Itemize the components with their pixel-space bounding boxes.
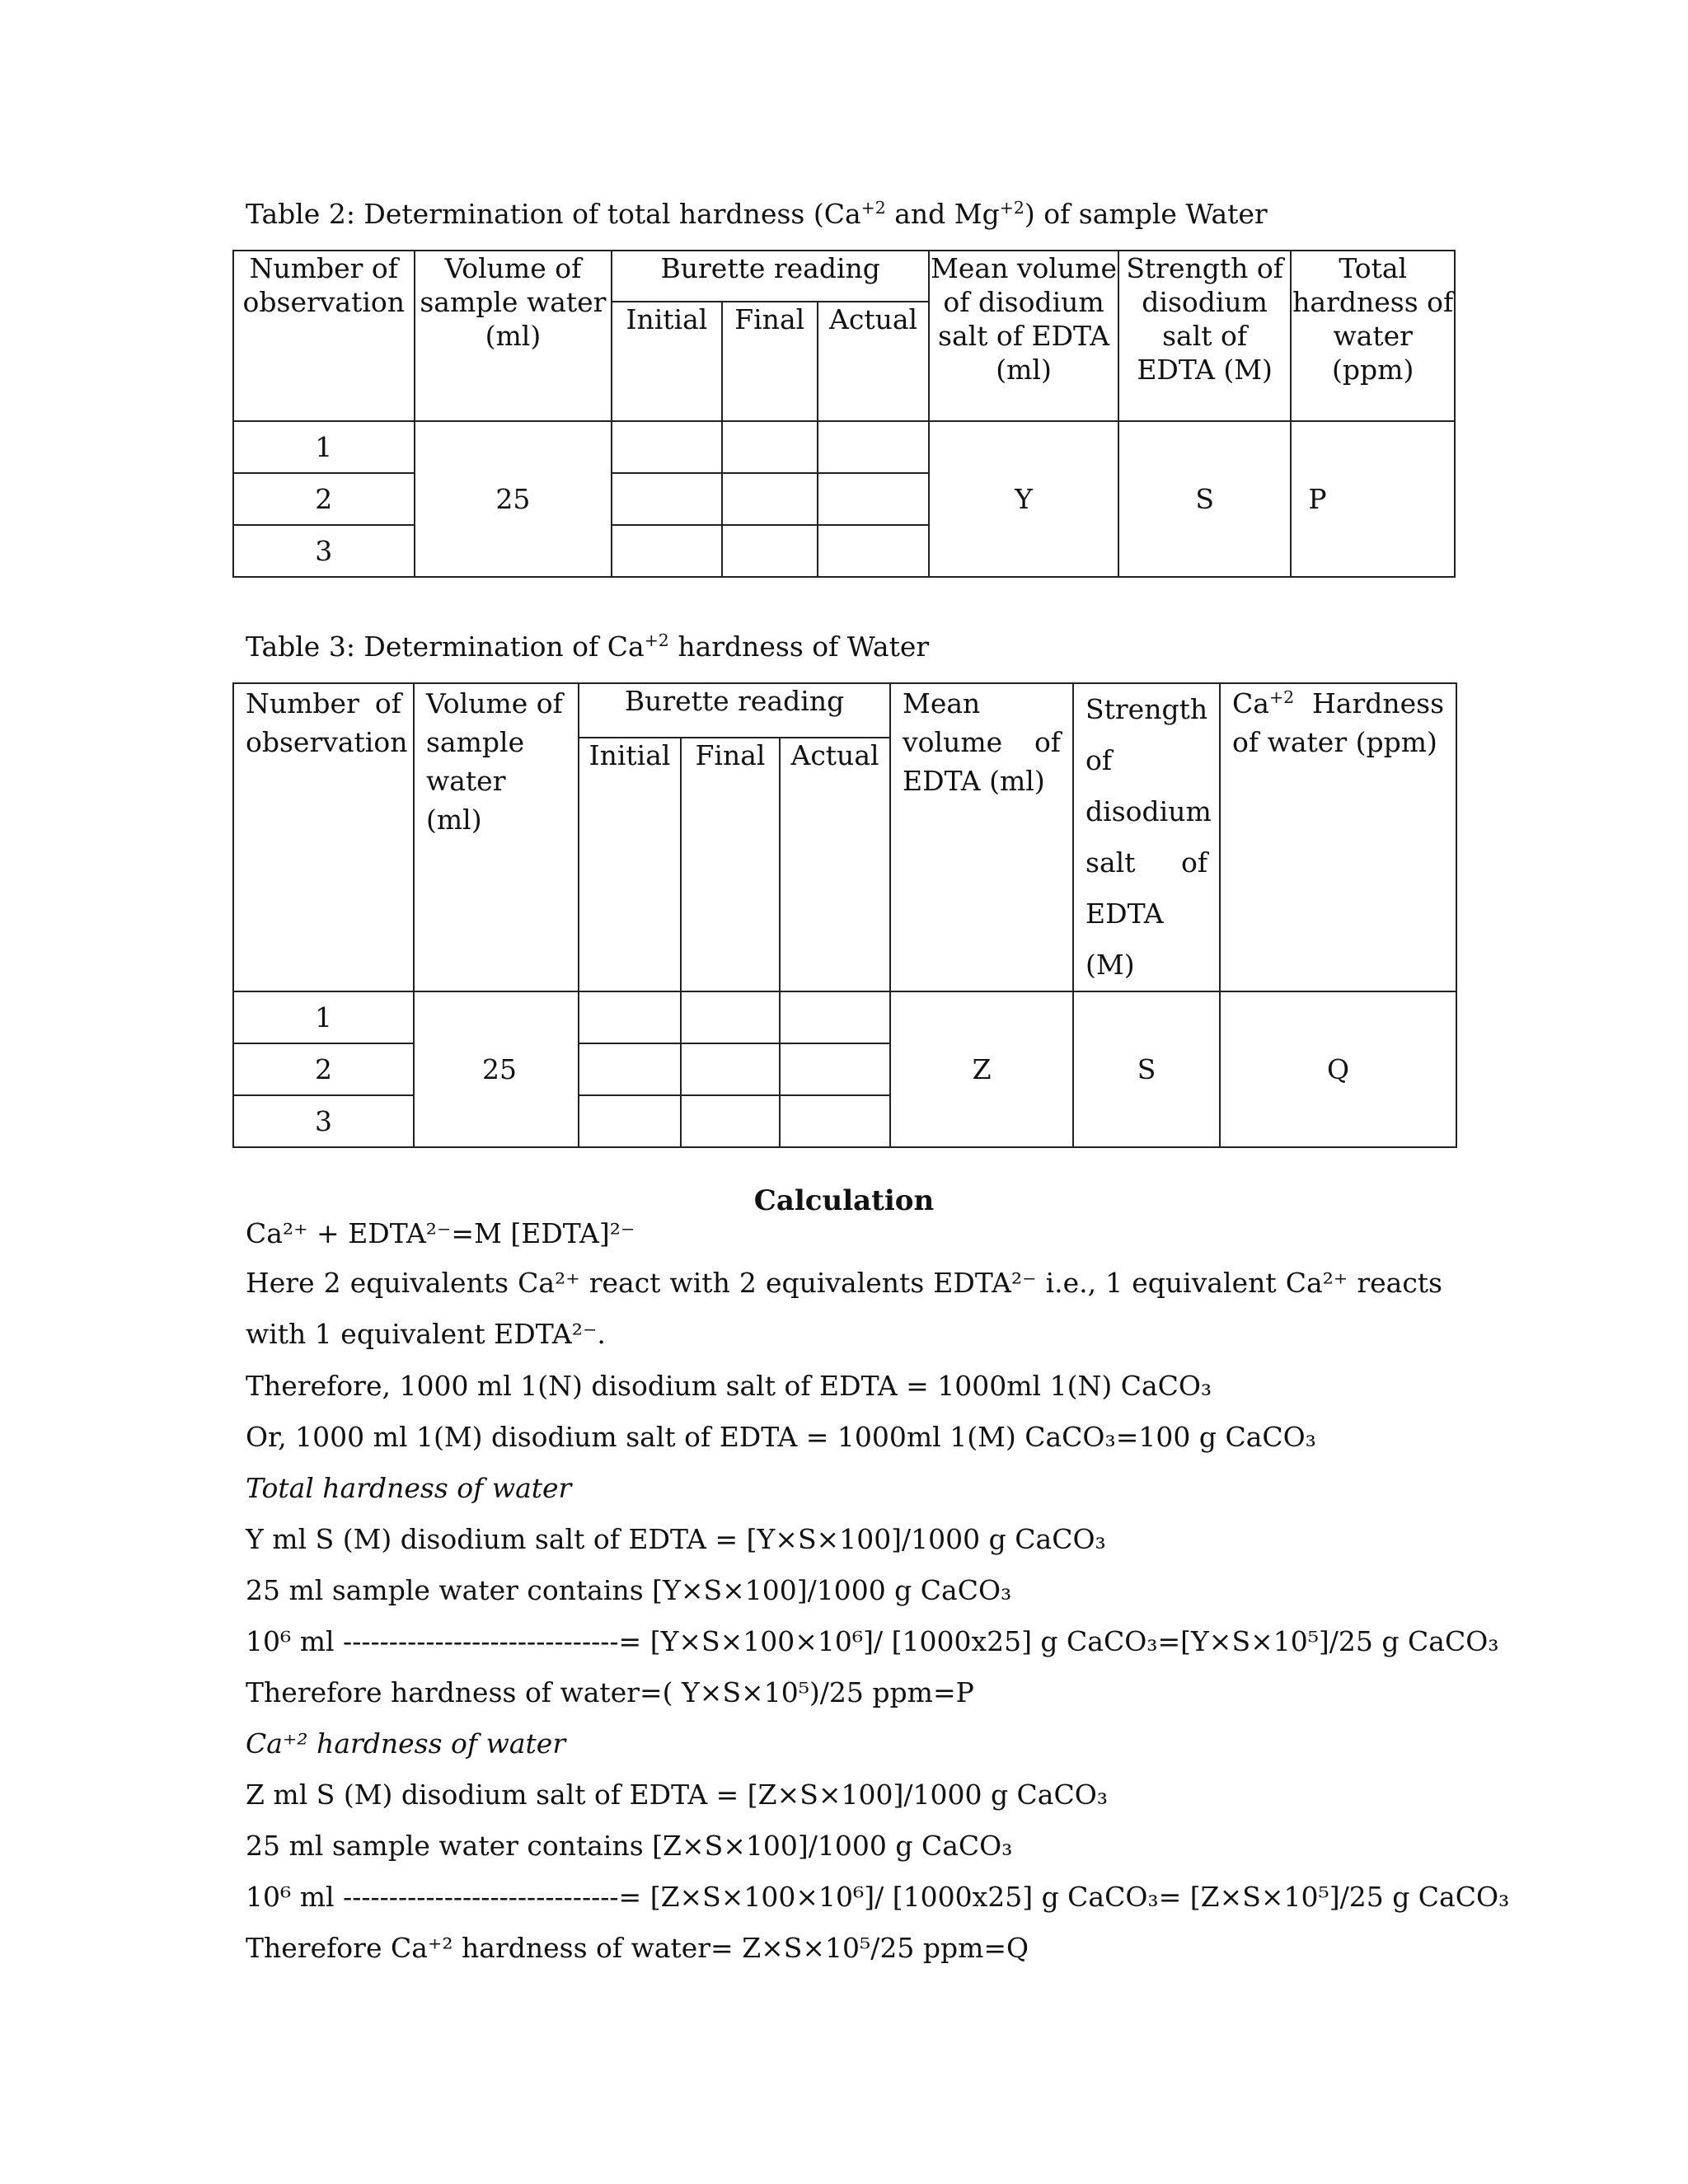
header-mean-volume: Mean volume of disodium salt of EDTA (ml) xyxy=(929,251,1118,421)
calculation-title: Calculation xyxy=(753,1184,935,1217)
final-cell xyxy=(681,1095,780,1147)
total-calc-line-3: 10⁶ ml ------------------------------= [Y×S×100×10⁶]/ [1000x25] g CaCO₃=[Y×S×10⁵]/25 g CaCO₃ xyxy=(246,1625,1499,1657)
header-volume-of-sample: Volume of sample water (ml) xyxy=(415,251,612,421)
header-mean-volume: Mean volume of EDTA (ml) xyxy=(890,683,1073,991)
observation-number: 3 xyxy=(233,1095,414,1147)
header-actual: Actual xyxy=(780,738,890,991)
total-calc-line-2: 25 ml sample water contains [Y×S×100]/1000 g CaCO₃ xyxy=(246,1574,1012,1606)
calcium-hardness-table xyxy=(232,682,1457,1148)
header-number-of-observation: Number of observation xyxy=(233,683,414,991)
ca-calc-line-1: Z ml S (M) disodium salt of EDTA = [Z×S×100]/1000 g CaCO₃ xyxy=(246,1779,1109,1811)
observation-number: 3 xyxy=(233,525,415,577)
total-calc-result: Therefore hardness of water=( Y×S×10⁵)/25 ppm=P xyxy=(246,1676,974,1708)
total-hardness-table xyxy=(232,250,1456,578)
header-strength: Strength of disodium salt of EDTA (M) xyxy=(1118,251,1292,421)
actual-cell xyxy=(780,1043,890,1095)
final-cell xyxy=(681,991,780,1043)
strength-value: S xyxy=(1073,991,1220,1147)
actual-cell xyxy=(780,1095,890,1147)
mean-volume-value: Z xyxy=(890,991,1073,1147)
header-total-hardness: Total hardness of water (ppm) xyxy=(1291,251,1455,421)
actual-cell xyxy=(818,473,929,525)
final-cell xyxy=(681,1043,780,1095)
or-line: Or, 1000 ml 1(M) disodium salt of EDTA = 1000ml 1(M) CaCO₃=100 g CaCO₃ xyxy=(246,1421,1316,1453)
final-cell xyxy=(722,525,818,577)
initial-cell xyxy=(579,1095,681,1147)
observation-number: 2 xyxy=(233,1043,414,1095)
ca-hardness-value: Q xyxy=(1220,991,1456,1147)
ca-calc-result: Therefore Ca⁺² hardness of water= Z×S×10⁵/25 ppm=Q xyxy=(246,1932,1029,1964)
header-number-of-observation: Number of observation xyxy=(233,251,415,421)
header-volume-of-sample: Volume of sample water (ml) xyxy=(414,683,579,991)
sample-volume: 25 xyxy=(415,421,612,577)
initial-cell xyxy=(612,473,721,525)
initial-cell xyxy=(579,991,681,1043)
mean-volume-value: Y xyxy=(929,421,1118,577)
total-hardness-value: P xyxy=(1291,421,1455,577)
header-final: Final xyxy=(681,738,780,991)
header-actual: Actual xyxy=(818,302,929,421)
table2-caption: Table 2: Determination of total hardness ($Ca^{+2}$ and $Mg^{+2}$) of sample Water xyxy=(246,198,1268,230)
initial-cell xyxy=(612,421,721,473)
header-final: Final xyxy=(722,302,818,421)
equivalents-paragraph: Here 2 equivalents Ca²⁺ react with 2 equivalents EDTA²⁻ i.e., 1 equivalent Ca²⁺ reacts with 1 equivalent EDTA²⁻. xyxy=(246,1267,1442,1350)
total-hardness-heading: Total hardness of water xyxy=(246,1472,572,1504)
header-strength: Strength of disodium salt of EDTA (M) xyxy=(1073,683,1220,991)
header-initial: Initial xyxy=(579,738,681,991)
table3-caption: Table 3: Determination of $Ca^{+2}$ hardness of Water xyxy=(246,630,930,663)
final-cell xyxy=(722,421,818,473)
header-burette-reading: Burette reading xyxy=(579,683,890,738)
therefore-line: Therefore, 1000 ml 1(N) disodium salt of EDTA = 1000ml 1(N) CaCO₃ xyxy=(246,1370,1212,1402)
final-cell xyxy=(722,473,818,525)
total-calc-line-1: Y ml S (M) disodium salt of EDTA = [Y×S×100]/1000 g CaCO₃ xyxy=(246,1523,1106,1555)
sample-volume: 25 xyxy=(414,991,579,1147)
observation-number: 2 xyxy=(233,473,415,525)
header-ca-hardness: $Ca^{+2}$ Hardness of water (ppm) xyxy=(1220,683,1456,991)
ca-calc-line-3: 10⁶ ml ------------------------------= [Z×S×100×10⁶]/ [1000x25] g CaCO₃= [Z×S×10⁵]/25 g CaCO₃ xyxy=(246,1881,1510,1913)
header-initial: Initial xyxy=(612,302,721,421)
actual-cell xyxy=(818,421,929,473)
observation-number: 1 xyxy=(233,991,414,1043)
ca-calc-line-2: 25 ml sample water contains [Z×S×100]/1000 g CaCO₃ xyxy=(246,1830,1013,1862)
observation-number: 1 xyxy=(233,421,415,473)
actual-cell xyxy=(780,991,890,1043)
reaction-equation: Ca²⁺ + EDTA²⁻=M [EDTA]²⁻ xyxy=(246,1217,635,1249)
ca-hardness-heading: Ca⁺² hardness of water xyxy=(246,1727,566,1760)
strength-value: S xyxy=(1118,421,1292,577)
initial-cell xyxy=(612,525,721,577)
initial-cell xyxy=(579,1043,681,1095)
actual-cell xyxy=(818,525,929,577)
header-burette-reading: Burette reading xyxy=(612,251,929,302)
